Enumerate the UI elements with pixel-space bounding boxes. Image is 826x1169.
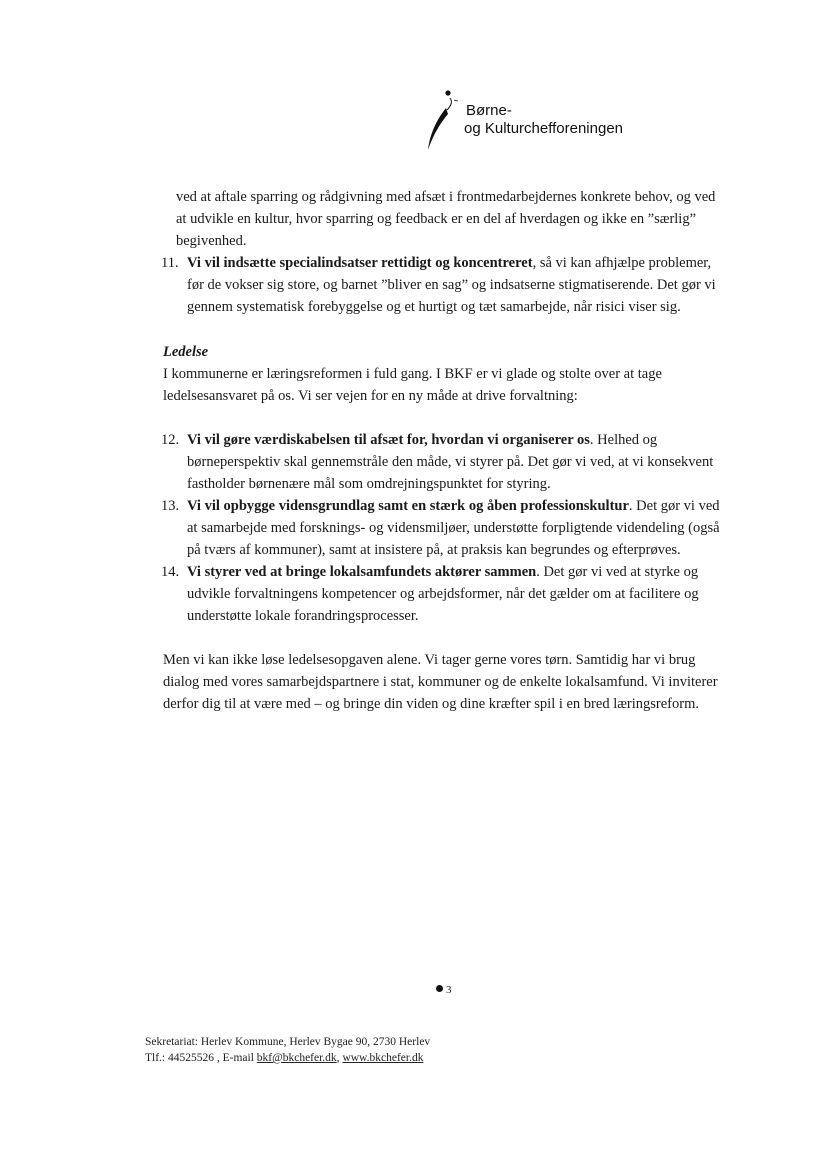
list-number: 12. xyxy=(161,432,180,448)
list-item-bold-lead: Vi vil gøre værdiskabelsen til afsæt for, hvordan vi organiserer os xyxy=(187,432,590,448)
list-item-text: . Det gør vi ved at samarbejde med forsknings- og vidensmiljøer, understøtte forpligtende videndeling (også på tværs af kommuner), samt at insistere på, at praksis kan begrundes og efterprøves. xyxy=(187,498,720,558)
bullet-icon xyxy=(436,985,443,992)
logo-title-line2: og Kulturchefforeningen xyxy=(464,120,624,137)
footer-phone: Tlf.: 44525526 , E-mail xyxy=(145,1052,257,1064)
website-link[interactable]: www.bkchefer.dk xyxy=(342,1052,424,1064)
logo-title-line1: Børne- xyxy=(466,102,512,119)
page-number xyxy=(436,983,452,997)
list-item-bold-lead: Vi vil opbygge vidensgrundlag samt en stærk og åben professionskultur xyxy=(187,498,629,514)
list-number: 13. xyxy=(161,498,180,514)
list-item-bold-lead: Vi styrer ved at bringe lokalsamfundets aktører sammen xyxy=(187,564,537,580)
list-number: 11. xyxy=(161,255,179,271)
list-item-14 xyxy=(163,561,723,627)
list-number: 14. xyxy=(161,564,180,580)
list-item-11 xyxy=(163,252,723,318)
section-heading: Ledelse xyxy=(163,344,209,360)
footer xyxy=(145,1034,505,1066)
list-item-12 xyxy=(163,429,723,495)
list-item-text: . Det gør vi ved at styrke og udvikle forvaltningens kompetencer og arbejdsformer, når det gælder om at facilitere og understøtte lokale forandringsprocesser. xyxy=(187,564,699,624)
figure-swoosh-icon xyxy=(424,88,464,154)
list-item-13 xyxy=(163,495,723,561)
organization-logo xyxy=(424,88,664,154)
footer-contact xyxy=(145,1050,505,1066)
footer-address: Sekretariat: Herlev Kommune, Herlev Bygae 90, 2730 Herlev xyxy=(145,1036,431,1048)
page-number-text: 3 xyxy=(446,984,452,996)
continuation-paragraph: ved at aftale sparring og rådgivning med afsæt i frontmedarbejdernes konkrete behov, og ved at udvikle en kultur, hvor sparring og feedback er en del af hverdagen og ikke en ”særlig” begivenhed. xyxy=(176,189,716,249)
list-item-text: , så vi kan afhjælpe problemer, før de vokser sig store, og barnet ”bliver en sag” og indsatserne stigmatiserende. Det gør vi gennem systematisk forebyggelse og et hurtigt og tæt samarbejde, når risici viser sig. xyxy=(187,255,716,315)
list-item-text: . Helhed og børneperspektiv skal gennemstråle den måde, vi styrer på. Det gør vi ved, at vi konsekvent fastholder børnenære mål som omdrejningspunktet for styring. xyxy=(187,432,714,492)
email-link[interactable]: bkf@bkchefer.dk xyxy=(256,1052,337,1064)
document-body xyxy=(163,186,723,715)
list-item-bold-lead: Vi vil indsætte specialindsatser rettidigt og koncentreret xyxy=(187,255,533,271)
closing-paragraph: Men vi kan ikke løse ledelsesopgaven alene. Vi tager gerne vores tørn. Samtidig har vi brug dialog med vores samarbejdspartnere i stat, kommuner og de enkelte lokalsamfund. Vi inviterer derfor dig til at være med – og bringe din viden og dine kræfter spil i en bred læringsreform. xyxy=(163,652,718,712)
footer-separator: , xyxy=(336,1052,343,1064)
intro-paragraph: I kommunerne er læringsreformen i fuld gang. I BKF er vi glade og stolte over at tage ledelsesansvaret på os. Vi ser vejen for en ny måde at drive forvaltning: xyxy=(163,366,662,404)
